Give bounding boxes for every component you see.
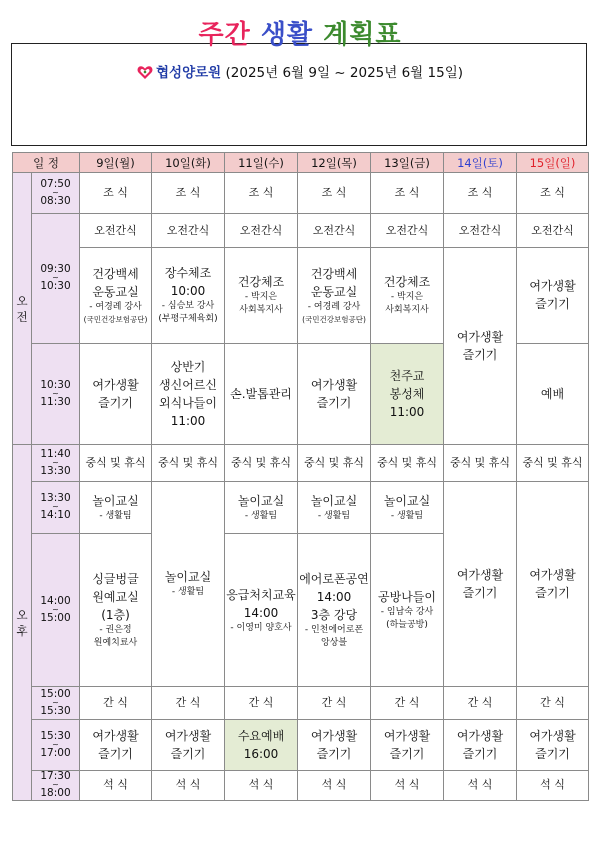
table-row: [13, 248, 589, 343]
table-row: [13, 481, 589, 534]
subtitle: [0, 64, 600, 82]
snack-cell: 오전간식: [298, 213, 371, 247]
day-header: 9일(월): [80, 153, 152, 173]
day-header-saturday: 14일(토): [444, 153, 517, 173]
program-cell: 여가생활 즐기기: [444, 719, 517, 770]
day-header: 12일(목): [298, 153, 371, 173]
program-cell: 놀이교실 - 생활팀: [371, 481, 444, 534]
program-cell: 놀이교실 - 생활팀: [80, 481, 152, 534]
weekly-schedule-table: [12, 152, 589, 801]
date-range: (2025년 6월 9일 ~ 2025년 6월 15일): [225, 65, 463, 81]
program-cell: 여가생활 즐기기: [444, 481, 517, 687]
snack-cell: 오전간식: [80, 213, 152, 247]
program-cell: 공방나들이 - 임남숙 강사 (하늘공방): [371, 534, 444, 687]
meal-cell: 조 식: [152, 173, 225, 214]
snack-cell: 간 식: [80, 687, 152, 719]
meal-cell: 석 식: [517, 770, 589, 800]
period-am: 오 전: [13, 173, 32, 445]
meal-cell: 석 식: [80, 770, 152, 800]
snack-cell: 오전간식: [517, 213, 589, 247]
meal-cell: 중식 및 휴식: [298, 445, 371, 482]
meal-cell: 중식 및 휴식: [80, 445, 152, 482]
header-label: 일 정: [13, 153, 80, 173]
program-cell: 여가생활 즐기기: [371, 719, 444, 770]
meal-cell: 중식 및 휴식: [371, 445, 444, 482]
meal-cell: 중식 및 휴식: [225, 445, 298, 482]
table-row: [13, 213, 589, 247]
day-header: 10일(화): [152, 153, 225, 173]
program-cell: 여가생활 즐기기: [152, 719, 225, 770]
day-header: 11일(수): [225, 153, 298, 173]
meal-cell: 조 식: [225, 173, 298, 214]
meal-cell: 조 식: [517, 173, 589, 214]
program-cell: 여가생활 즐기기: [80, 719, 152, 770]
program-cell: 예배: [517, 343, 589, 444]
time-slot: 07:50 ~ 08:30: [32, 173, 80, 214]
org-name: 협성양로원: [155, 65, 222, 81]
snack-cell: 간 식: [517, 687, 589, 719]
snack-cell: 오전간식: [152, 213, 225, 247]
table-row: [13, 173, 589, 214]
snack-cell: 오전간식: [371, 213, 444, 247]
program-cell: 여가생활 즐기기: [444, 248, 517, 445]
meal-cell: 중식 및 휴식: [444, 445, 517, 482]
time-slot: 10:30 ~ 11:30: [32, 343, 80, 444]
period-pm: 오 후: [13, 445, 32, 801]
time-slot: 15:00 ~ 15:30: [32, 687, 80, 719]
snack-cell: 오전간식: [444, 213, 517, 247]
time-slot: 11:40 ~ 13:30: [32, 445, 80, 482]
heart-logo-icon: [137, 65, 153, 80]
time-slot: 13:30 ~ 14:10: [32, 481, 80, 534]
meal-cell: 조 식: [444, 173, 517, 214]
time-slot: 14:00 ~ 15:00: [32, 534, 80, 687]
program-cell: 여가생활 즐기기: [298, 719, 371, 770]
meal-cell: 석 식: [225, 770, 298, 800]
meal-cell: 조 식: [80, 173, 152, 214]
program-cell: 건강체조 - 박지은 사회복지사: [371, 248, 444, 343]
program-cell-highlight: 수요예배 16:00: [225, 719, 298, 770]
meal-cell: 조 식: [371, 173, 444, 214]
snack-cell: 간 식: [152, 687, 225, 719]
page-title: 주간 생활 계획표: [198, 20, 402, 50]
table-row: [13, 770, 589, 800]
program-cell: 여가생활 즐기기: [517, 719, 589, 770]
title-frame: [11, 43, 587, 146]
day-header-sunday: 15일(일): [517, 153, 589, 173]
table-row: [13, 719, 589, 770]
day-header: 13일(금): [371, 153, 444, 173]
time-slot: 17:30 ~ 18:00: [32, 770, 80, 800]
program-cell: 건강백세 운동교실 - 여경례 강사 (국민건강보험공단): [80, 248, 152, 343]
program-cell: 상반기 생신어르신 외식나들이 11:00: [152, 343, 225, 444]
meal-cell: 중식 및 휴식: [517, 445, 589, 482]
program-cell: 싱글벙글 원예교실 (1층) - 권은정 원예치료사: [80, 534, 152, 687]
table-row: [13, 687, 589, 719]
time-slot: 15:30 ~ 17:00: [32, 719, 80, 770]
program-cell: 여가생활 즐기기: [517, 481, 589, 687]
program-cell: 장수체조 10:00 - 심승보 강사 (부평구체육회): [152, 248, 225, 343]
meal-cell: 석 식: [152, 770, 225, 800]
program-cell: 건강체조 - 박지은 사회복지사: [225, 248, 298, 343]
meal-cell: 중식 및 휴식: [152, 445, 225, 482]
meal-cell: 석 식: [444, 770, 517, 800]
program-cell: 놀이교실 - 생활팀: [225, 481, 298, 534]
snack-cell: 간 식: [225, 687, 298, 719]
snack-cell: 간 식: [444, 687, 517, 719]
program-cell: 놀이교실 - 생활팀: [298, 481, 371, 534]
table-row: [13, 445, 589, 482]
snack-cell: 간 식: [371, 687, 444, 719]
header-row: [13, 153, 589, 173]
program-cell: 응급처치교육 14:00 - 이영미 양호사: [225, 534, 298, 687]
program-cell: 놀이교실 - 생활팀: [152, 481, 225, 687]
time-slot: 09:30 ~ 10:30: [32, 213, 80, 343]
program-cell: 에어로폰공연 14:00 3층 강당 - 인천에어로폰 앙상블: [298, 534, 371, 687]
program-cell: 손.발톱관리: [225, 343, 298, 444]
program-cell: 여가생활 즐기기: [517, 248, 589, 343]
program-cell: 여가생활 즐기기: [80, 343, 152, 444]
program-cell-highlight: 천주교 봉성체 11:00: [371, 343, 444, 444]
program-cell: 건강백세 운동교실 - 여경례 강사 (국민건강보험공단): [298, 248, 371, 343]
program-cell: 여가생활 즐기기: [298, 343, 371, 444]
meal-cell: 석 식: [298, 770, 371, 800]
snack-cell: 오전간식: [225, 213, 298, 247]
meal-cell: 석 식: [371, 770, 444, 800]
meal-cell: 조 식: [298, 173, 371, 214]
snack-cell: 간 식: [298, 687, 371, 719]
